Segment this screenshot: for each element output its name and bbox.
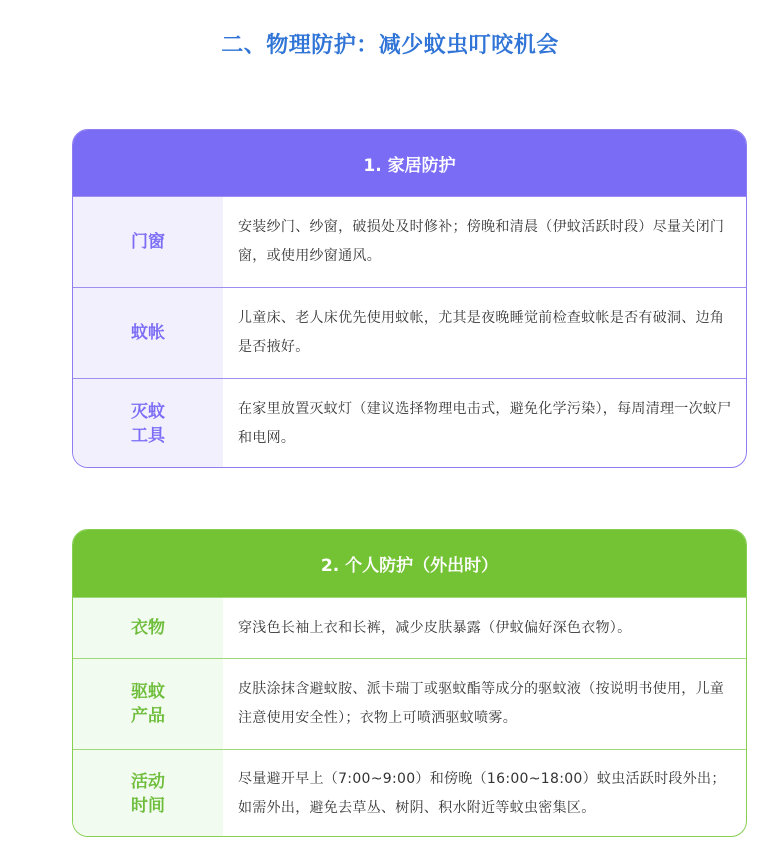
table-row-mosquito-net (73, 287, 746, 378)
home-protection-card (72, 129, 747, 468)
row-label: 门窗 (73, 197, 223, 287)
row-text: 儿童床、老人床优先使用蚊帐，尤其是夜晚睡觉前检查蚊帐是否有破洞、边角是否掖好。 (238, 310, 725, 355)
personal-protection-header: 2. 个人防护（外出时） (73, 530, 746, 597)
table-row-repellent (73, 658, 746, 749)
row-text: 尽量避开早上（7:00~9:00）和傍晚（16:00~18:00）蚊虫活跃时段外出；如需外出，避免去草丛、树阴、积水附近等蚊虫密集区。 (238, 770, 726, 816)
row-text: 在家里放置灭蚊灯（建议选择物理电击式，避免化学污染），每周清理一次蚊尸和电网。 (238, 401, 732, 446)
home-protection-header: 1. 家居防护 (73, 130, 746, 196)
table-row-activity-time (73, 749, 746, 837)
personal-protection-card (72, 529, 747, 837)
table-row-doors-windows (73, 196, 746, 287)
row-label: 衣物 (73, 598, 223, 658)
row-label: 驱蚊 产品 (73, 659, 223, 749)
page-heading: 二、物理防护：减少蚊虫叮咬机会 (221, 33, 559, 58)
row-label: 活动 时间 (73, 750, 223, 837)
table-row-mosquito-killer (73, 378, 746, 468)
table-row-clothing (73, 597, 746, 658)
row-label: 蚊帐 (73, 288, 223, 378)
row-label: 灭蚊 工具 (73, 379, 223, 468)
row-text: 皮肤涂抹含避蚊胺、派卡瑞丁或驱蚊酯等成分的驱蚊液（按说明书使用，儿童注意使用安全性）；衣物上可喷洒驱蚊喷雾。 (238, 681, 725, 726)
row-text: 安装纱门、纱窗，破损处及时修补；傍晚和清晨（伊蚊活跃时段）尽量关闭门窗，或使用纱窗通风。 (238, 219, 725, 264)
row-text: 穿浅色长袖上衣和长裤，减少皮肤暴露（伊蚊偏好深色衣物）。 (238, 619, 632, 636)
